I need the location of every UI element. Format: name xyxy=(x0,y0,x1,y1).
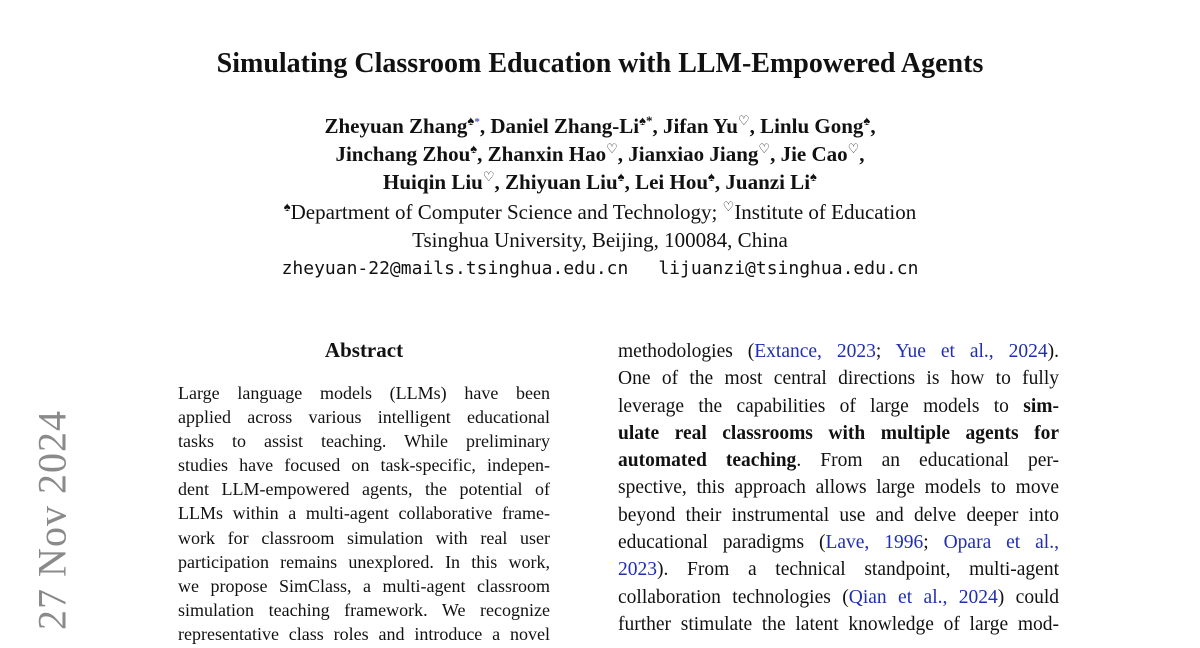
citation-link[interactable]: Lave, 1996 xyxy=(825,532,924,554)
citation-link[interactable]: Extance, 2023 xyxy=(754,341,876,362)
separator: , xyxy=(859,142,865,166)
author-name: Zhiyuan Liu xyxy=(505,170,618,194)
abstract-line: representative class roles and introduce a novel xyxy=(178,623,550,644)
separator: , xyxy=(624,170,630,194)
separator: , xyxy=(870,114,876,138)
author-name: Linlu Gong xyxy=(760,114,864,138)
email-address[interactable]: lijuanzi@tsinghua.edu.cn xyxy=(658,258,919,279)
abstract-line: participation remains unexplored. In this work, xyxy=(178,551,550,572)
affiliation-dept: Department of Computer Science and Technology; xyxy=(290,200,718,224)
text-run: ). xyxy=(1047,341,1059,362)
citation-link[interactable]: 2023 xyxy=(618,559,657,581)
citation-link[interactable]: Qian et al., 2024 xyxy=(848,586,998,608)
intro-line: spective, this approach allows large models to move xyxy=(618,477,1059,499)
email-line xyxy=(0,256,1200,282)
citation-link[interactable]: Opara et al., xyxy=(943,532,1059,554)
intro-line xyxy=(618,556,1059,583)
author-name: Jie Cao xyxy=(780,142,848,166)
spade-mark: ♠ xyxy=(617,169,625,184)
separator: , xyxy=(714,170,721,194)
text-run: collaboration technologies ( xyxy=(618,586,849,608)
abstract-line: we propose SimClass, a multi-agent classroom xyxy=(178,575,550,596)
heart-mark: ♡ xyxy=(737,113,750,128)
text-run: leverage the capabilities of large models to xyxy=(618,395,1024,417)
spade-mark: ♠ xyxy=(467,113,475,128)
abstract-line: dent LLM-empowered agents, the potential of xyxy=(178,479,550,500)
bold-text: automated teaching xyxy=(618,450,797,472)
spade-mark: ♠ xyxy=(283,199,291,214)
intro-line: One of the most central directions is how to fully xyxy=(618,368,1059,390)
intro-line xyxy=(618,584,1059,611)
spade-mark: ♠ xyxy=(470,141,478,156)
text-run: ). From a technical standpoint, multi-agent xyxy=(657,559,1059,581)
paper-title: Simulating Classroom Education with LLM-Empowered Agents xyxy=(216,48,984,79)
abstract-line: tasks to assist teaching. While preliminary xyxy=(178,431,550,452)
intro-line xyxy=(618,420,1059,447)
spade-mark: ♠ xyxy=(708,169,715,184)
spade-mark: ♠ xyxy=(810,169,817,184)
separator: , xyxy=(652,114,658,138)
affiliation-line-2: Tsinghua University, Beijing, 100084, China xyxy=(412,228,788,252)
author-name: Jinchang Zhou xyxy=(335,142,471,166)
heart-mark: ♡ xyxy=(722,199,735,214)
spade-mark: ♠ xyxy=(863,113,871,128)
heart-mark: ♡ xyxy=(758,141,771,156)
introduction-text xyxy=(618,338,1059,638)
citation-link[interactable]: Yue et al., 2024 xyxy=(895,341,1048,362)
heart-mark: ♡ xyxy=(847,141,860,156)
abstract-line: simulation teaching framework. We recognize xyxy=(178,599,550,620)
author-name: Daniel Zhang-Li xyxy=(490,114,640,138)
text-run: methodologies ( xyxy=(618,341,755,362)
bold-text: sim- xyxy=(1023,395,1059,417)
text-run: . From an educational per- xyxy=(796,450,1059,472)
author-name: Huiqin Liu xyxy=(383,170,483,194)
intro-line: beyond their instrumental use and delve deeper into xyxy=(618,504,1059,526)
author-list xyxy=(0,112,1200,196)
intro-line xyxy=(618,338,1059,365)
text-run: ) could xyxy=(997,586,1059,608)
separator: , xyxy=(494,170,500,194)
author-name: Lei Hou xyxy=(635,170,709,194)
text-run: ; xyxy=(923,532,944,554)
heart-mark: ♡ xyxy=(482,169,495,184)
heart-mark: ♡ xyxy=(606,141,618,156)
affiliation-line-1 xyxy=(0,198,1200,226)
equal-contribution-mark: * xyxy=(646,113,653,128)
text-run: ; xyxy=(875,341,896,362)
separator: , xyxy=(770,142,776,166)
intro-line xyxy=(618,447,1059,474)
author-name: Jifan Yu xyxy=(663,114,738,138)
equal-contribution-mark: * xyxy=(474,116,480,128)
author-line-2 xyxy=(0,140,1200,168)
abstract-line: studies have focused on task-specific, indepen- xyxy=(178,455,550,476)
affiliation-edu: Institute of Education xyxy=(734,200,917,224)
separator: , xyxy=(477,142,483,166)
spade-mark: ♠ xyxy=(639,113,647,128)
abstract-heading: Abstract xyxy=(324,338,404,362)
abstract-line: LLMs within a multi-agent collaborative frame- xyxy=(178,503,550,524)
affiliations xyxy=(0,198,1200,254)
email-address[interactable]: zheyuan-22@mails.tsinghua.edu.cn xyxy=(281,258,629,279)
author-name: Zheyuan Zhang xyxy=(324,114,468,138)
author-name: Juanzi Li xyxy=(725,170,811,194)
text-run: educational paradigms ( xyxy=(618,532,826,554)
author-line-3 xyxy=(0,168,1200,196)
bold-text: ulate real classrooms with multiple agents for xyxy=(618,422,1059,444)
separator: , xyxy=(479,114,486,138)
author-line-1 xyxy=(0,112,1200,140)
author-name: Zhanxin Hao xyxy=(487,142,607,166)
abstract-line: applied across various intelligent educational xyxy=(178,407,550,428)
author-name: Jianxiao Jiang xyxy=(628,142,759,166)
intro-line xyxy=(618,529,1059,556)
abstract-line: Large language models (LLMs) have been xyxy=(178,383,550,403)
arxiv-date-stamp: 27 Nov 2024 xyxy=(29,410,75,630)
intro-line: further stimulate the latent knowledge of large mod- xyxy=(618,613,1059,635)
separator: , xyxy=(749,114,755,138)
abstract-line: work for classroom simulation with real user xyxy=(178,527,550,548)
separator: , xyxy=(617,142,624,166)
intro-line xyxy=(618,393,1059,420)
abstract-text xyxy=(178,381,550,646)
